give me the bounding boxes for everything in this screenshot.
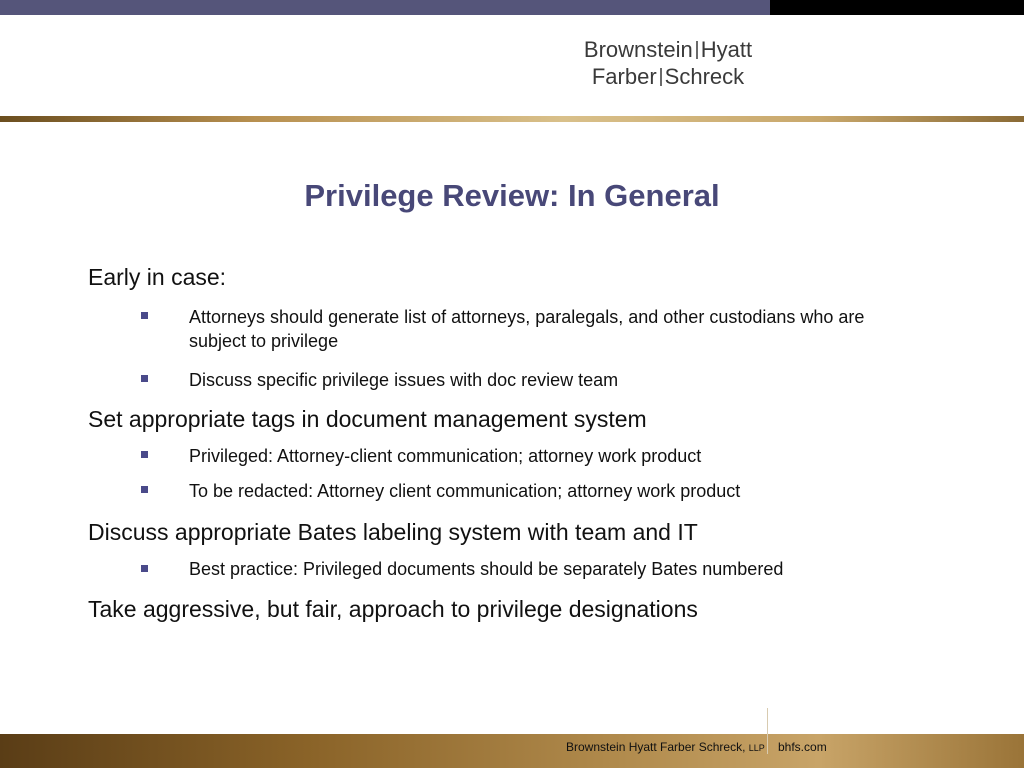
slide-title: Privilege Review: In General	[304, 178, 720, 213]
square-bullet-icon	[141, 451, 148, 458]
section-heading: Take aggressive, but fair, approach to privilege designations	[88, 596, 698, 622]
footer-divider	[767, 708, 768, 754]
bullet-item: Attorneys should generate list of attorneys, paralegals, and other custodians who are subject to privilege	[88, 305, 888, 353]
footer-bar	[0, 734, 1024, 768]
bullet-item: Best practice: Privileged documents should be separately Bates numbered	[88, 558, 888, 581]
bullet-item: Discuss specific privilege issues with doc review team	[88, 368, 888, 392]
section-heading: Set appropriate tags in document management system	[88, 406, 647, 432]
logo-separator	[696, 41, 698, 59]
bullet-item: To be redacted: Attorney client communication; attorney work product	[88, 479, 888, 503]
firm-logo	[568, 36, 768, 90]
top-bar-corner	[770, 0, 1024, 15]
top-bar	[0, 0, 770, 15]
logo-line-1: Brownstein Hyatt	[583, 37, 753, 62]
footer-firm-name: Brownstein Hyatt Farber Schreck, LLP	[566, 740, 765, 754]
bullet-item: Privileged: Attorney-client communication; attorney work product	[88, 444, 888, 468]
slide-body	[88, 262, 888, 624]
section-heading: Discuss appropriate Bates labeling system with team and IT	[88, 519, 698, 545]
section-heading: Early in case:	[88, 264, 227, 290]
header-divider	[0, 116, 1024, 122]
square-bullet-icon	[141, 375, 148, 382]
square-bullet-icon	[141, 565, 148, 572]
square-bullet-icon	[141, 312, 148, 319]
footer-website[interactable]: bhfs.com	[778, 740, 827, 754]
logo-separator	[660, 68, 662, 86]
logo-line-2: Farber Schreck	[591, 64, 745, 89]
square-bullet-icon	[141, 486, 148, 493]
